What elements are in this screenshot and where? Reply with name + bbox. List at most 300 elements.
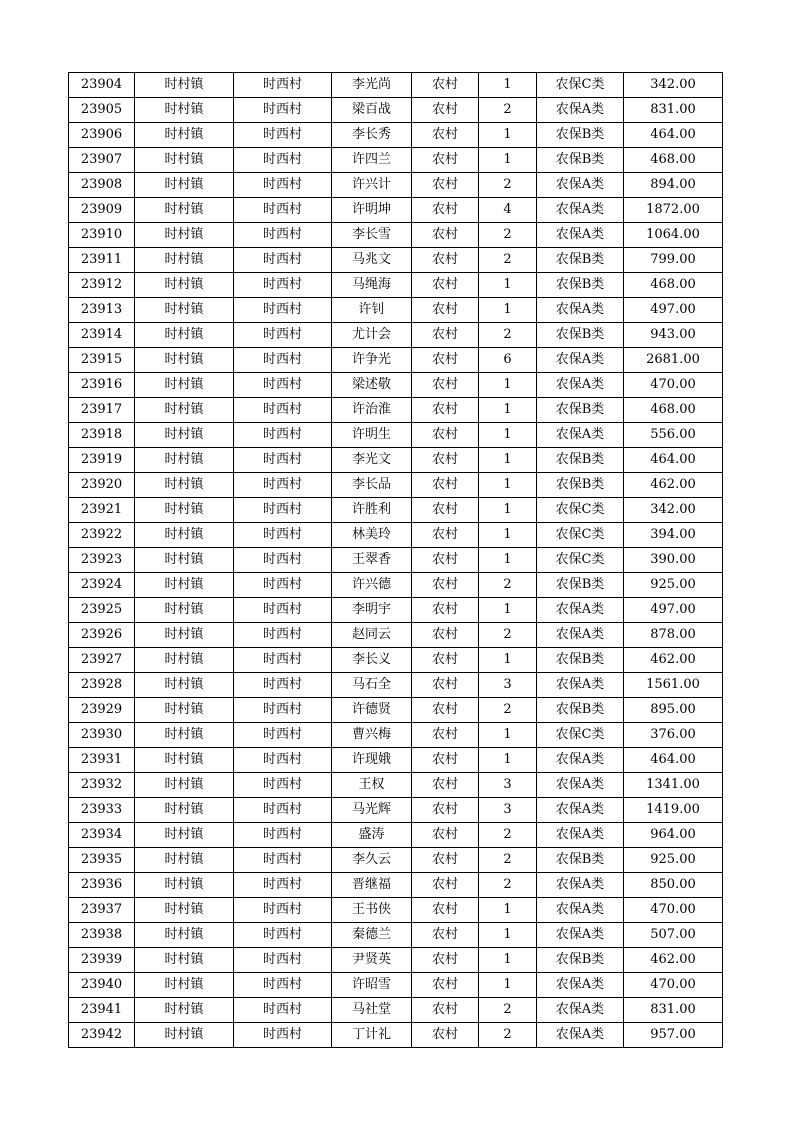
village-cell: 时西村 xyxy=(234,398,332,423)
name-cell: 李久云 xyxy=(332,848,412,873)
table-row xyxy=(69,898,723,923)
id-cell: 23936 xyxy=(69,873,135,898)
amount-cell: 831.00 xyxy=(624,98,723,123)
id-cell: 23922 xyxy=(69,523,135,548)
category-cell: 农保A类 xyxy=(537,598,624,623)
amount-cell: 1341.00 xyxy=(624,773,723,798)
area-cell: 农村 xyxy=(412,823,479,848)
category-cell: 农保C类 xyxy=(537,548,624,573)
name-cell: 盛涛 xyxy=(332,823,412,848)
town-cell: 时村镇 xyxy=(135,523,234,548)
table-row xyxy=(69,398,723,423)
id-cell: 23927 xyxy=(69,648,135,673)
village-cell: 时西村 xyxy=(234,673,332,698)
name-cell: 丁计礼 xyxy=(332,1023,412,1048)
category-cell: 农保A类 xyxy=(537,673,624,698)
table-row xyxy=(69,223,723,248)
table-row xyxy=(69,1023,723,1048)
town-cell: 时村镇 xyxy=(135,798,234,823)
category-cell: 农保A类 xyxy=(537,973,624,998)
category-cell: 农保B类 xyxy=(537,698,624,723)
id-cell: 23914 xyxy=(69,323,135,348)
count-cell: 1 xyxy=(479,523,537,548)
area-cell: 农村 xyxy=(412,998,479,1023)
name-cell: 李光尚 xyxy=(332,73,412,98)
village-cell: 时西村 xyxy=(234,898,332,923)
village-cell: 时西村 xyxy=(234,173,332,198)
area-cell: 农村 xyxy=(412,398,479,423)
count-cell: 2 xyxy=(479,848,537,873)
category-cell: 农保C类 xyxy=(537,523,624,548)
town-cell: 时村镇 xyxy=(135,223,234,248)
area-cell: 农村 xyxy=(412,198,479,223)
table-row xyxy=(69,198,723,223)
count-cell: 1 xyxy=(479,948,537,973)
id-cell: 23940 xyxy=(69,973,135,998)
table-row xyxy=(69,248,723,273)
count-cell: 4 xyxy=(479,198,537,223)
category-cell: 农保B类 xyxy=(537,948,624,973)
amount-cell: 1064.00 xyxy=(624,223,723,248)
table-row xyxy=(69,123,723,148)
name-cell: 许明生 xyxy=(332,423,412,448)
village-cell: 时西村 xyxy=(234,198,332,223)
id-cell: 23941 xyxy=(69,998,135,1023)
id-cell: 23942 xyxy=(69,1023,135,1048)
village-cell: 时西村 xyxy=(234,248,332,273)
category-cell: 农保A类 xyxy=(537,173,624,198)
category-cell: 农保A类 xyxy=(537,373,624,398)
amount-cell: 895.00 xyxy=(624,698,723,723)
category-cell: 农保A类 xyxy=(537,798,624,823)
town-cell: 时村镇 xyxy=(135,573,234,598)
name-cell: 许现娥 xyxy=(332,748,412,773)
count-cell: 1 xyxy=(479,923,537,948)
name-cell: 李长秀 xyxy=(332,123,412,148)
town-cell: 时村镇 xyxy=(135,1023,234,1048)
town-cell: 时村镇 xyxy=(135,448,234,473)
town-cell: 时村镇 xyxy=(135,423,234,448)
id-cell: 23916 xyxy=(69,373,135,398)
town-cell: 时村镇 xyxy=(135,598,234,623)
category-cell: 农保B类 xyxy=(537,848,624,873)
amount-cell: 1872.00 xyxy=(624,198,723,223)
table-row xyxy=(69,648,723,673)
id-cell: 23906 xyxy=(69,123,135,148)
category-cell: 农保B类 xyxy=(537,248,624,273)
area-cell: 农村 xyxy=(412,798,479,823)
id-cell: 23938 xyxy=(69,923,135,948)
town-cell: 时村镇 xyxy=(135,323,234,348)
area-cell: 农村 xyxy=(412,323,479,348)
town-cell: 时村镇 xyxy=(135,998,234,1023)
category-cell: 农保A类 xyxy=(537,298,624,323)
town-cell: 时村镇 xyxy=(135,248,234,273)
count-cell: 2 xyxy=(479,823,537,848)
name-cell: 李明宇 xyxy=(332,598,412,623)
id-cell: 23925 xyxy=(69,598,135,623)
town-cell: 时村镇 xyxy=(135,98,234,123)
town-cell: 时村镇 xyxy=(135,673,234,698)
table-row xyxy=(69,623,723,648)
area-cell: 农村 xyxy=(412,148,479,173)
count-cell: 1 xyxy=(479,548,537,573)
id-cell: 23919 xyxy=(69,448,135,473)
area-cell: 农村 xyxy=(412,673,479,698)
id-cell: 23918 xyxy=(69,423,135,448)
name-cell: 尹贤英 xyxy=(332,948,412,973)
village-cell: 时西村 xyxy=(234,548,332,573)
name-cell: 尤计会 xyxy=(332,323,412,348)
area-cell: 农村 xyxy=(412,348,479,373)
category-cell: 农保C类 xyxy=(537,73,624,98)
data-table xyxy=(68,72,723,1048)
table-row xyxy=(69,923,723,948)
count-cell: 1 xyxy=(479,598,537,623)
amount-cell: 2681.00 xyxy=(624,348,723,373)
category-cell: 农保B类 xyxy=(537,323,624,348)
area-cell: 农村 xyxy=(412,423,479,448)
name-cell: 秦德兰 xyxy=(332,923,412,948)
count-cell: 1 xyxy=(479,423,537,448)
village-cell: 时西村 xyxy=(234,698,332,723)
id-cell: 23939 xyxy=(69,948,135,973)
amount-cell: 831.00 xyxy=(624,998,723,1023)
table-row xyxy=(69,948,723,973)
name-cell: 曹兴梅 xyxy=(332,723,412,748)
amount-cell: 464.00 xyxy=(624,748,723,773)
category-cell: 农保A类 xyxy=(537,1023,624,1048)
town-cell: 时村镇 xyxy=(135,198,234,223)
name-cell: 李长雪 xyxy=(332,223,412,248)
count-cell: 3 xyxy=(479,773,537,798)
table-row xyxy=(69,573,723,598)
category-cell: 农保A类 xyxy=(537,98,624,123)
count-cell: 1 xyxy=(479,973,537,998)
count-cell: 1 xyxy=(479,473,537,498)
amount-cell: 468.00 xyxy=(624,148,723,173)
area-cell: 农村 xyxy=(412,273,479,298)
amount-cell: 470.00 xyxy=(624,898,723,923)
count-cell: 2 xyxy=(479,698,537,723)
id-cell: 23920 xyxy=(69,473,135,498)
id-cell: 23930 xyxy=(69,723,135,748)
name-cell: 许治淮 xyxy=(332,398,412,423)
town-cell: 时村镇 xyxy=(135,473,234,498)
table-row xyxy=(69,998,723,1023)
table-row xyxy=(69,848,723,873)
name-cell: 王书侠 xyxy=(332,898,412,923)
count-cell: 1 xyxy=(479,73,537,98)
town-cell: 时村镇 xyxy=(135,548,234,573)
name-cell: 许钊 xyxy=(332,298,412,323)
count-cell: 1 xyxy=(479,723,537,748)
area-cell: 农村 xyxy=(412,1023,479,1048)
count-cell: 1 xyxy=(479,373,537,398)
amount-cell: 957.00 xyxy=(624,1023,723,1048)
category-cell: 农保C类 xyxy=(537,498,624,523)
table-row xyxy=(69,423,723,448)
count-cell: 2 xyxy=(479,248,537,273)
area-cell: 农村 xyxy=(412,773,479,798)
amount-cell: 507.00 xyxy=(624,923,723,948)
amount-cell: 925.00 xyxy=(624,848,723,873)
count-cell: 1 xyxy=(479,898,537,923)
table-row xyxy=(69,873,723,898)
area-cell: 农村 xyxy=(412,873,479,898)
id-cell: 23928 xyxy=(69,673,135,698)
village-cell: 时西村 xyxy=(234,373,332,398)
table-row xyxy=(69,473,723,498)
table-row xyxy=(69,698,723,723)
id-cell: 23910 xyxy=(69,223,135,248)
id-cell: 23926 xyxy=(69,623,135,648)
town-cell: 时村镇 xyxy=(135,873,234,898)
village-cell: 时西村 xyxy=(234,148,332,173)
name-cell: 马兆文 xyxy=(332,248,412,273)
name-cell: 李长品 xyxy=(332,473,412,498)
id-cell: 23913 xyxy=(69,298,135,323)
table-row xyxy=(69,748,723,773)
table-row xyxy=(69,498,723,523)
table-row xyxy=(69,273,723,298)
name-cell: 马光辉 xyxy=(332,798,412,823)
amount-cell: 497.00 xyxy=(624,598,723,623)
town-cell: 时村镇 xyxy=(135,773,234,798)
table-row xyxy=(69,973,723,998)
town-cell: 时村镇 xyxy=(135,948,234,973)
id-cell: 23911 xyxy=(69,248,135,273)
category-cell: 农保B类 xyxy=(537,273,624,298)
town-cell: 时村镇 xyxy=(135,848,234,873)
table-row xyxy=(69,348,723,373)
area-cell: 农村 xyxy=(412,448,479,473)
area-cell: 农村 xyxy=(412,898,479,923)
table-row xyxy=(69,323,723,348)
table-row xyxy=(69,523,723,548)
amount-cell: 850.00 xyxy=(624,873,723,898)
village-cell: 时西村 xyxy=(234,848,332,873)
count-cell: 2 xyxy=(479,223,537,248)
amount-cell: 1561.00 xyxy=(624,673,723,698)
town-cell: 时村镇 xyxy=(135,148,234,173)
amount-cell: 342.00 xyxy=(624,73,723,98)
village-cell: 时西村 xyxy=(234,273,332,298)
id-cell: 23904 xyxy=(69,73,135,98)
village-cell: 时西村 xyxy=(234,223,332,248)
village-cell: 时西村 xyxy=(234,773,332,798)
table-row xyxy=(69,723,723,748)
category-cell: 农保A类 xyxy=(537,873,624,898)
area-cell: 农村 xyxy=(412,498,479,523)
name-cell: 许德贤 xyxy=(332,698,412,723)
category-cell: 农保B类 xyxy=(537,123,624,148)
table-row xyxy=(69,73,723,98)
id-cell: 23933 xyxy=(69,798,135,823)
count-cell: 1 xyxy=(479,748,537,773)
name-cell: 许四兰 xyxy=(332,148,412,173)
village-cell: 时西村 xyxy=(234,798,332,823)
count-cell: 3 xyxy=(479,673,537,698)
count-cell: 1 xyxy=(479,148,537,173)
count-cell: 1 xyxy=(479,448,537,473)
village-cell: 时西村 xyxy=(234,923,332,948)
amount-cell: 925.00 xyxy=(624,573,723,598)
name-cell: 梁述敬 xyxy=(332,373,412,398)
amount-cell: 390.00 xyxy=(624,548,723,573)
village-cell: 时西村 xyxy=(234,748,332,773)
category-cell: 农保A类 xyxy=(537,923,624,948)
amount-cell: 556.00 xyxy=(624,423,723,448)
table-row xyxy=(69,548,723,573)
area-cell: 农村 xyxy=(412,698,479,723)
count-cell: 2 xyxy=(479,173,537,198)
count-cell: 1 xyxy=(479,498,537,523)
amount-cell: 464.00 xyxy=(624,123,723,148)
category-cell: 农保A类 xyxy=(537,223,624,248)
category-cell: 农保A类 xyxy=(537,423,624,448)
category-cell: 农保A类 xyxy=(537,748,624,773)
category-cell: 农保B类 xyxy=(537,398,624,423)
id-cell: 23929 xyxy=(69,698,135,723)
area-cell: 农村 xyxy=(412,223,479,248)
village-cell: 时西村 xyxy=(234,598,332,623)
count-cell: 1 xyxy=(479,648,537,673)
village-cell: 时西村 xyxy=(234,823,332,848)
amount-cell: 464.00 xyxy=(624,448,723,473)
table-body xyxy=(69,73,723,1048)
village-cell: 时西村 xyxy=(234,73,332,98)
category-cell: 农保A类 xyxy=(537,198,624,223)
area-cell: 农村 xyxy=(412,73,479,98)
id-cell: 23908 xyxy=(69,173,135,198)
village-cell: 时西村 xyxy=(234,998,332,1023)
table-row xyxy=(69,773,723,798)
id-cell: 23923 xyxy=(69,548,135,573)
village-cell: 时西村 xyxy=(234,348,332,373)
town-cell: 时村镇 xyxy=(135,498,234,523)
id-cell: 23912 xyxy=(69,273,135,298)
id-cell: 23924 xyxy=(69,573,135,598)
village-cell: 时西村 xyxy=(234,473,332,498)
count-cell: 1 xyxy=(479,273,537,298)
amount-cell: 497.00 xyxy=(624,298,723,323)
town-cell: 时村镇 xyxy=(135,698,234,723)
category-cell: 农保A类 xyxy=(537,773,624,798)
id-cell: 23937 xyxy=(69,898,135,923)
table-row xyxy=(69,373,723,398)
amount-cell: 376.00 xyxy=(624,723,723,748)
town-cell: 时村镇 xyxy=(135,748,234,773)
name-cell: 梁百战 xyxy=(332,98,412,123)
table-row xyxy=(69,98,723,123)
town-cell: 时村镇 xyxy=(135,623,234,648)
table-row xyxy=(69,598,723,623)
area-cell: 农村 xyxy=(412,848,479,873)
table-row xyxy=(69,148,723,173)
area-cell: 农村 xyxy=(412,648,479,673)
category-cell: 农保A类 xyxy=(537,823,624,848)
category-cell: 农保B类 xyxy=(537,148,624,173)
name-cell: 许昭雪 xyxy=(332,973,412,998)
amount-cell: 894.00 xyxy=(624,173,723,198)
amount-cell: 878.00 xyxy=(624,623,723,648)
village-cell: 时西村 xyxy=(234,573,332,598)
area-cell: 农村 xyxy=(412,373,479,398)
id-cell: 23917 xyxy=(69,398,135,423)
category-cell: 农保C类 xyxy=(537,723,624,748)
area-cell: 农村 xyxy=(412,548,479,573)
amount-cell: 394.00 xyxy=(624,523,723,548)
count-cell: 2 xyxy=(479,623,537,648)
table-row xyxy=(69,448,723,473)
table-row xyxy=(69,823,723,848)
id-cell: 23915 xyxy=(69,348,135,373)
town-cell: 时村镇 xyxy=(135,898,234,923)
area-cell: 农村 xyxy=(412,173,479,198)
village-cell: 时西村 xyxy=(234,623,332,648)
category-cell: 农保A类 xyxy=(537,898,624,923)
name-cell: 许兴德 xyxy=(332,573,412,598)
id-cell: 23931 xyxy=(69,748,135,773)
area-cell: 农村 xyxy=(412,923,479,948)
town-cell: 时村镇 xyxy=(135,298,234,323)
count-cell: 6 xyxy=(479,348,537,373)
town-cell: 时村镇 xyxy=(135,723,234,748)
name-cell: 晋继福 xyxy=(332,873,412,898)
name-cell: 许争光 xyxy=(332,348,412,373)
amount-cell: 462.00 xyxy=(624,648,723,673)
area-cell: 农村 xyxy=(412,573,479,598)
amount-cell: 468.00 xyxy=(624,398,723,423)
area-cell: 农村 xyxy=(412,598,479,623)
table-row xyxy=(69,173,723,198)
count-cell: 2 xyxy=(479,1023,537,1048)
town-cell: 时村镇 xyxy=(135,923,234,948)
id-cell: 23907 xyxy=(69,148,135,173)
town-cell: 时村镇 xyxy=(135,373,234,398)
area-cell: 农村 xyxy=(412,973,479,998)
amount-cell: 799.00 xyxy=(624,248,723,273)
table-row xyxy=(69,798,723,823)
name-cell: 李光文 xyxy=(332,448,412,473)
town-cell: 时村镇 xyxy=(135,73,234,98)
amount-cell: 943.00 xyxy=(624,323,723,348)
village-cell: 时西村 xyxy=(234,873,332,898)
category-cell: 农保A类 xyxy=(537,348,624,373)
village-cell: 时西村 xyxy=(234,298,332,323)
village-cell: 时西村 xyxy=(234,98,332,123)
amount-cell: 470.00 xyxy=(624,373,723,398)
name-cell: 李长义 xyxy=(332,648,412,673)
town-cell: 时村镇 xyxy=(135,973,234,998)
category-cell: 农保B类 xyxy=(537,473,624,498)
id-cell: 23935 xyxy=(69,848,135,873)
amount-cell: 462.00 xyxy=(624,948,723,973)
village-cell: 时西村 xyxy=(234,323,332,348)
town-cell: 时村镇 xyxy=(135,173,234,198)
town-cell: 时村镇 xyxy=(135,348,234,373)
name-cell: 许胜利 xyxy=(332,498,412,523)
name-cell: 王权 xyxy=(332,773,412,798)
town-cell: 时村镇 xyxy=(135,648,234,673)
name-cell: 马石全 xyxy=(332,673,412,698)
table-row xyxy=(69,298,723,323)
area-cell: 农村 xyxy=(412,723,479,748)
village-cell: 时西村 xyxy=(234,423,332,448)
town-cell: 时村镇 xyxy=(135,398,234,423)
count-cell: 2 xyxy=(479,873,537,898)
